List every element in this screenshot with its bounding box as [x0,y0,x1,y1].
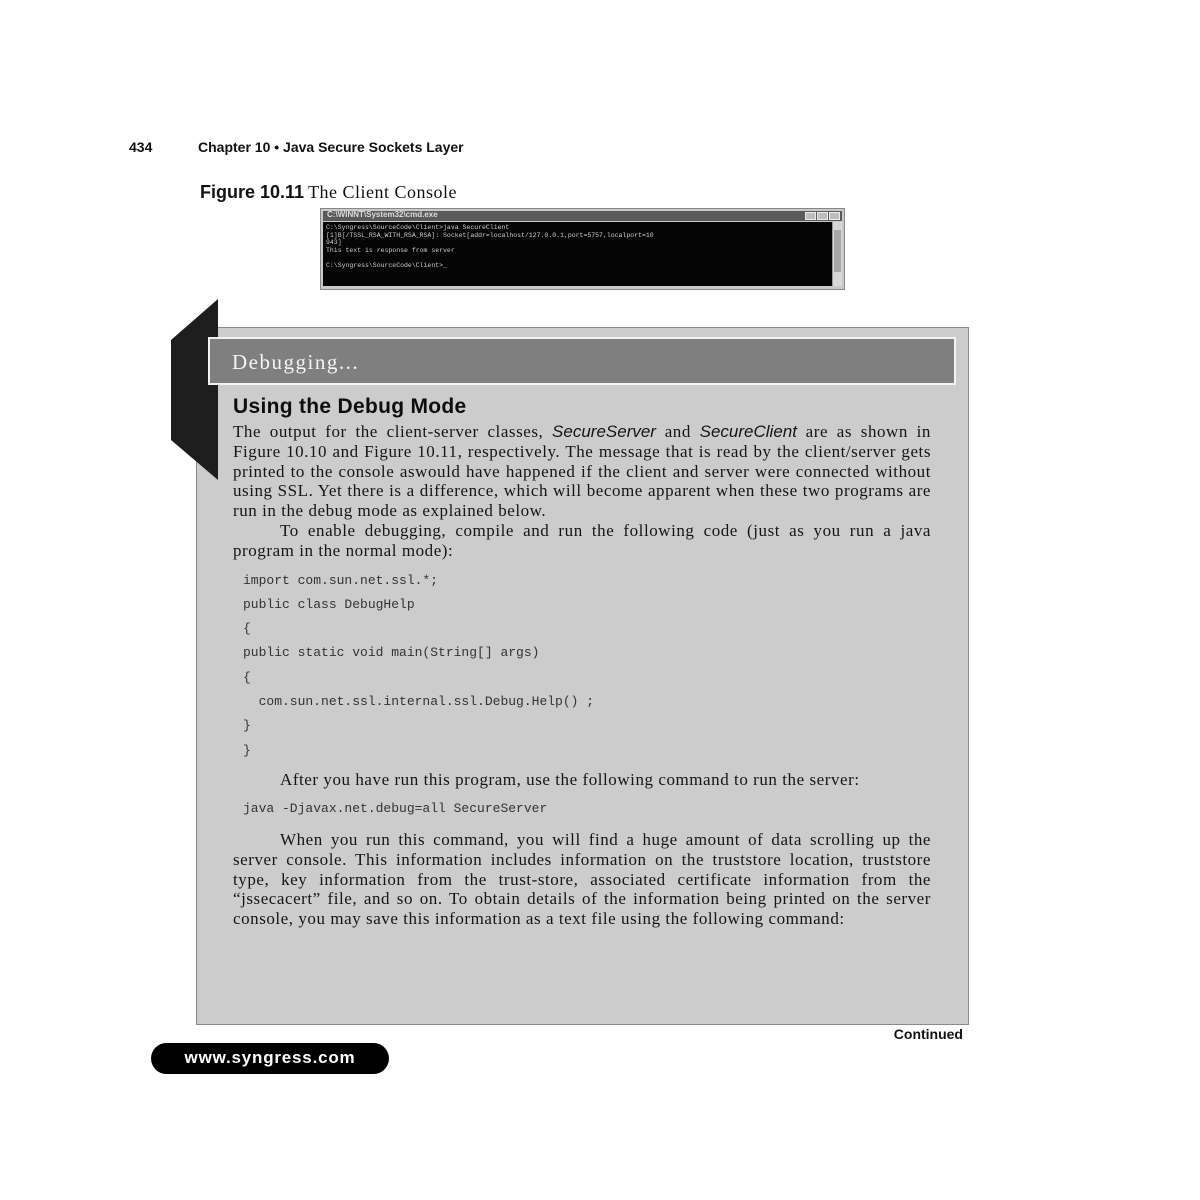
minimize-icon [805,212,816,220]
chapter-title: Chapter 10 • Java Secure Sockets Layer [198,139,464,155]
console-line: 943] [326,239,342,246]
console-line [326,254,829,262]
code-line: public static void main(String[] args) [243,645,540,661]
class-name-secureclient: SecureClient [699,422,797,441]
text: are as shown in Figure 10.10 and Figure 10.11, respectively. The message that is read by the client/server gets printed to the console aswould have happened if the client and server were connected without using SSL. Yet there is a difference, which will become apparent when these two programs are run in the debug mode as explained below. [233,422,931,521]
code-line: } [243,742,251,758]
text: The output for the client-server classes, [233,422,553,441]
figure-title: The Client Console [308,182,458,202]
console-output [323,222,832,286]
scrollbar-thumb [834,230,841,272]
paragraph-1 [233,422,931,521]
console-line: [1]B[/TSSL_RSA_WITH_RSA_RSA]: Socket[addr=localhost/127.0.0.1,port=5757,localport=10 [326,231,654,239]
console-line: C:\Syngress\SourceCode\Client>_ [326,261,447,269]
code-line: { [243,669,251,685]
website-badge: www.syngress.com [151,1043,389,1074]
class-name-secureserver: SecureServer [552,422,656,441]
window-controls [805,212,840,220]
figure-caption [200,182,457,203]
close-icon [829,212,840,220]
sidebar-header [208,337,956,385]
paragraph-2: To enable debugging, compile and run the following code (just as you run a java program in the normal mode): [233,520,931,560]
maximize-icon [817,212,828,220]
sidebar-tab-decoration-icon [0,0,230,490]
page-number: 434 [129,139,153,155]
console-window-title: C:\WINNT\System32\cmd.exe [327,210,438,219]
code-line: public class DebugHelp [243,596,415,612]
console-scrollbar [832,222,842,286]
text: and [655,422,700,441]
continued-label: Continued [893,1026,963,1042]
console-line: This text is response from server [326,246,455,254]
paragraph-4: When you run this command, you will find a huge amount of data scrolling up the server console. This information includes information on the truststore location, truststore type, key information from the trust-store, associated certificate information from the “jssecacert” file, and so on. To obtain details of the information being printed on the server console, you may save this information as a text file using the following command: [233,830,931,929]
sidebar-tab-label: Debugging... [232,350,360,374]
paragraph-3: After you have run this program, use the following command to run the server: [280,769,860,789]
code-line: } [243,718,251,734]
code-line: java -Djavax.net.debug=all SecureServer [243,800,548,816]
code-block [233,569,931,763]
console-line: C:\Syngress\SourceCode\Client>java SecureClient [326,224,510,231]
code-line: import com.sun.net.ssl.*; [243,572,439,588]
command-line [233,797,931,821]
code-line: { [243,621,251,637]
sidebar-content [233,395,931,929]
console-window-screenshot [320,208,845,290]
figure-number: Figure 10.11 [200,182,305,202]
console-titlebar [323,211,842,221]
section-heading: Using the Debug Mode [233,395,467,418]
code-line: com.sun.net.ssl.internal.ssl.Debug.Help() ; [243,694,595,710]
